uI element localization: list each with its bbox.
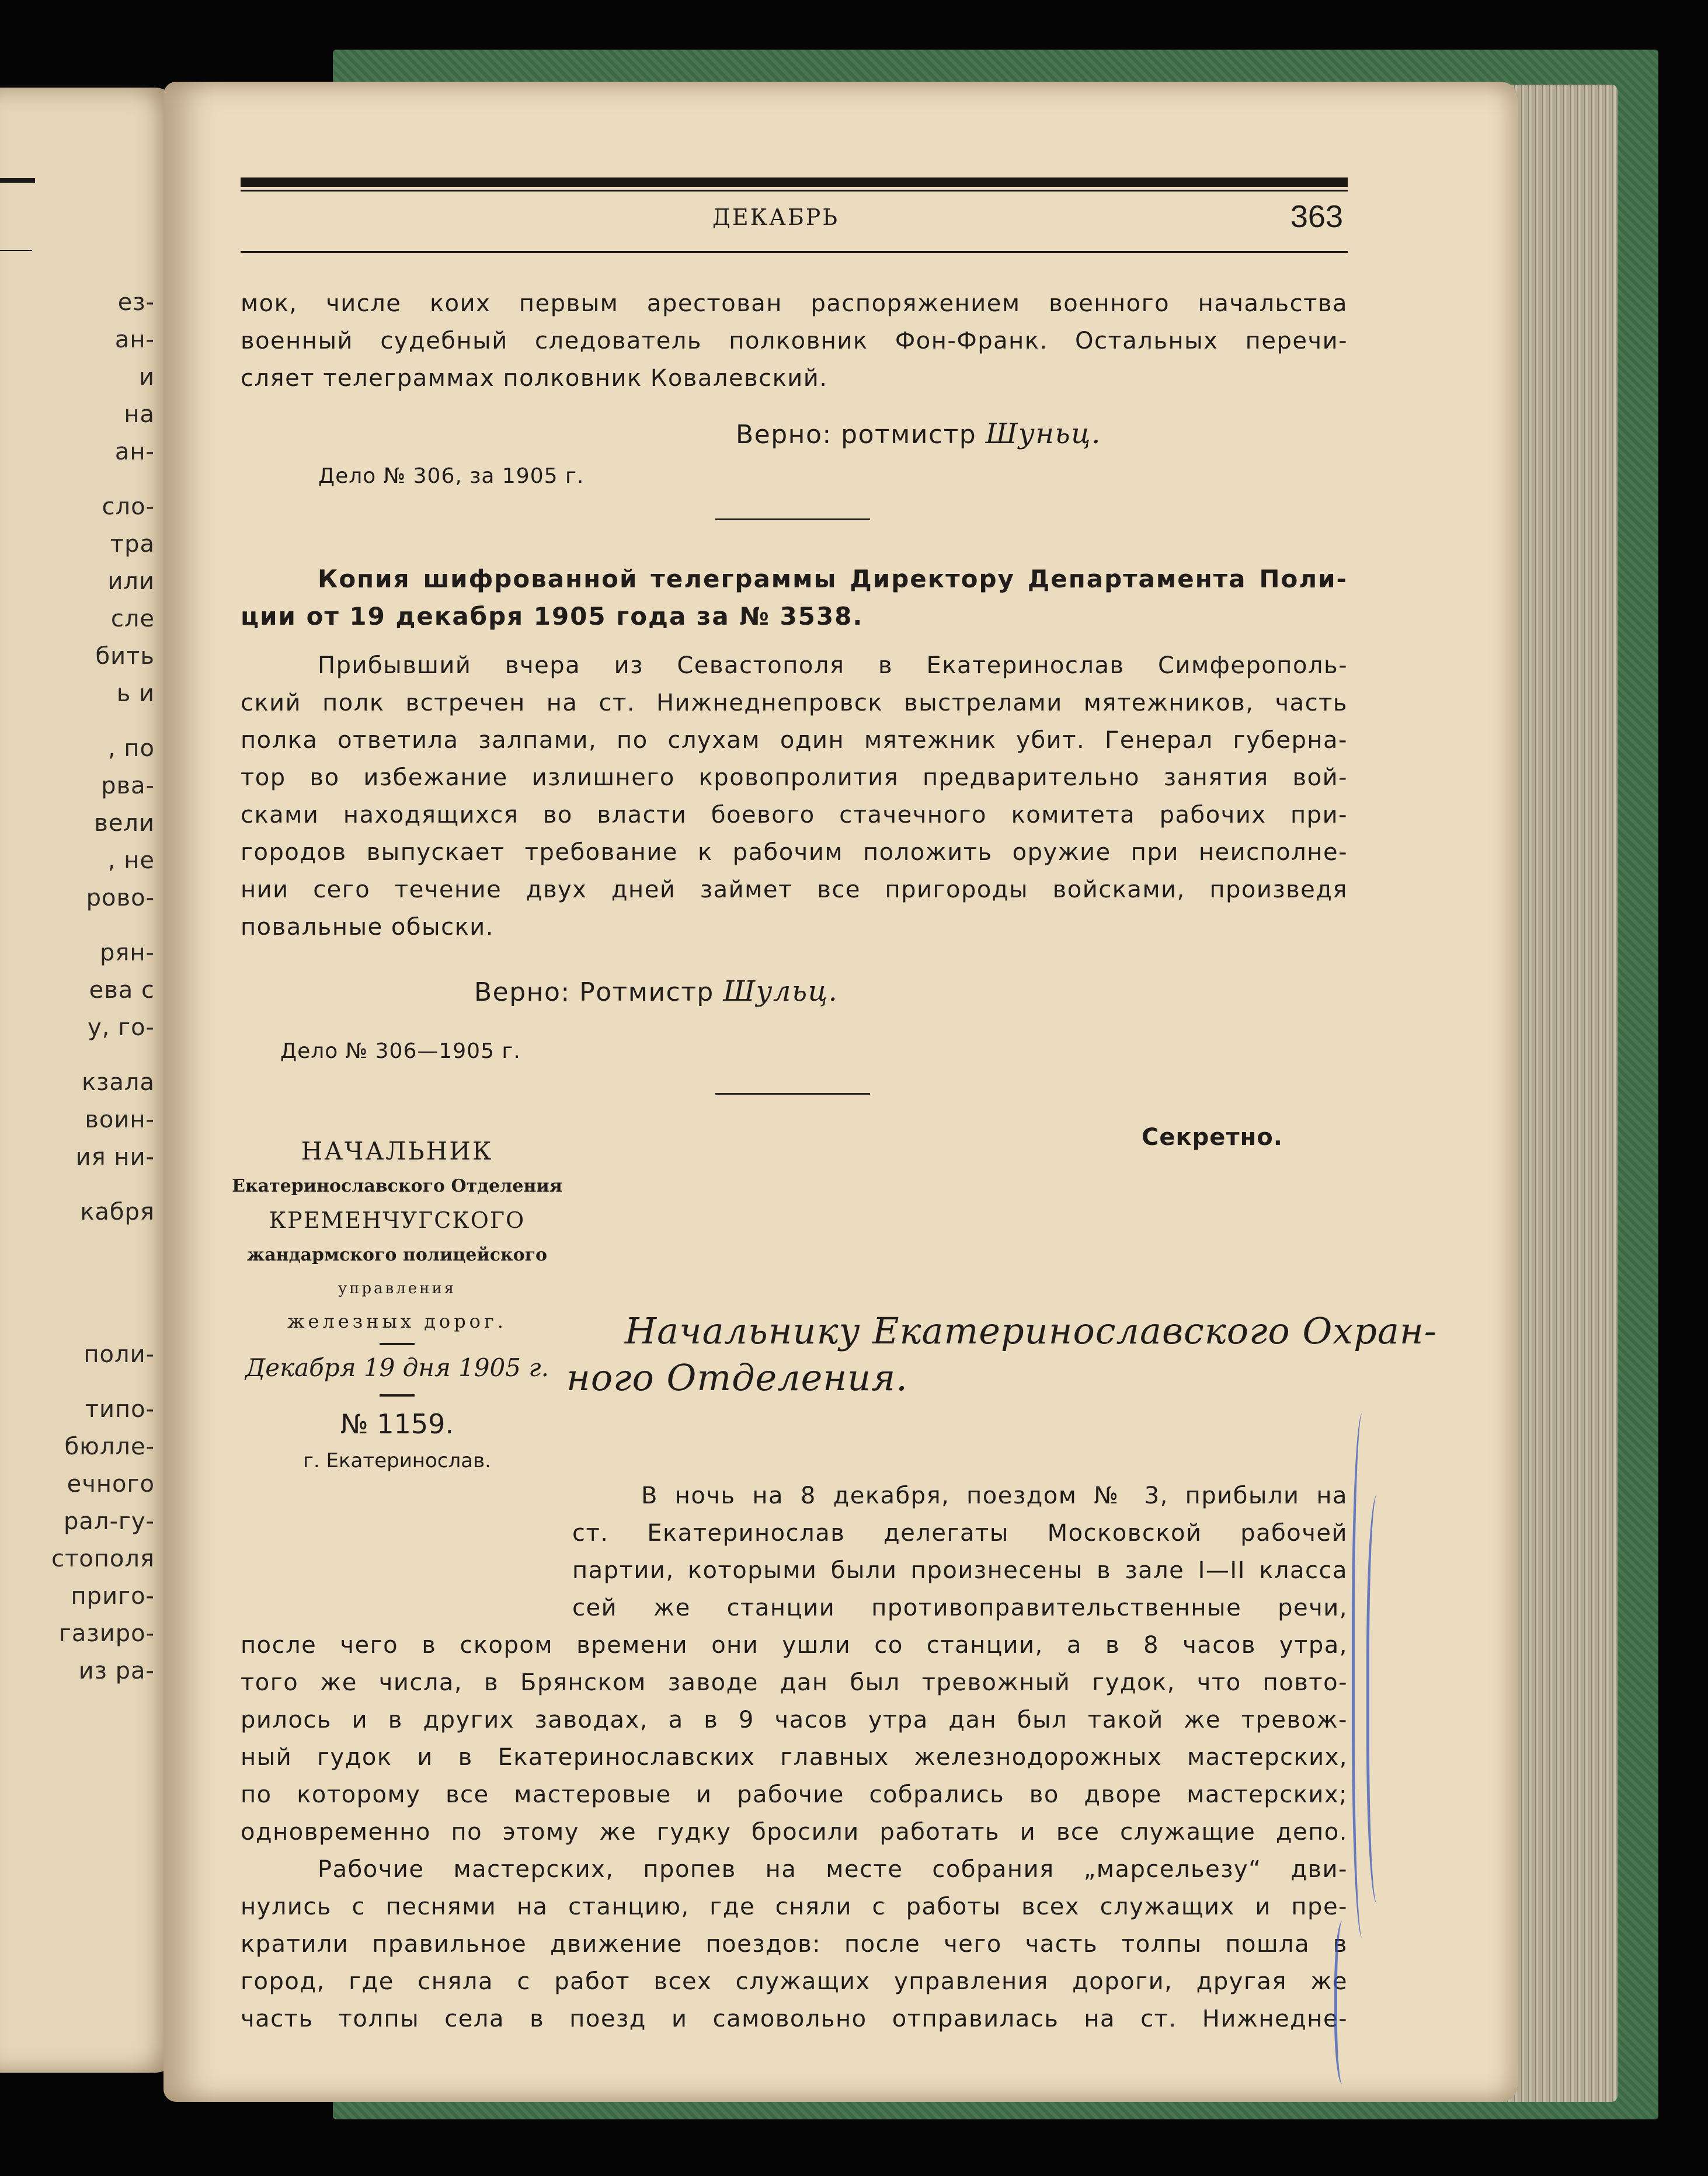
letterhead — [219, 1133, 575, 1477]
left-page-fragment: или — [107, 568, 155, 595]
signature: Шуньц. — [985, 417, 1101, 450]
header-rule-thick — [241, 177, 1348, 187]
addressee — [566, 1308, 1437, 1401]
text-line: одновременно по этому же гудку бросили работать и все служащие депо. — [241, 1819, 1348, 1846]
text-line: кратили правильное движение поездов: после чего часть толпы пошла в — [241, 1931, 1348, 1958]
text-line: Копия шифрованной телеграммы Директору Департамента Поли- — [318, 565, 1348, 593]
left-page-fragment: поли- — [84, 1341, 155, 1368]
text-line: Прибывший вчера из Севастополя в Екатеринослав Симферополь- — [318, 652, 1348, 679]
left-page-fragment: рово- — [86, 885, 155, 911]
left-page-fragment: ева с — [89, 977, 155, 1004]
report-paragraph-1 — [241, 1627, 1348, 1851]
pencil-mark — [1366, 1495, 1393, 1903]
outgoing-number: № 1159. — [340, 1408, 454, 1440]
addressee-line: Начальнику Екатеринославского Охран- — [625, 1310, 1437, 1352]
secret-label: Секретно. — [1142, 1124, 1283, 1151]
text-line: ции от 19 декабря 1905 года за № 3538. — [241, 602, 864, 631]
left-page-fragment: у, го- — [87, 1014, 155, 1041]
left-page-fragment: вели — [94, 810, 155, 837]
letterhead-dash — [380, 1343, 415, 1345]
text-line: партии, которыми были произнесены в зале I—II класса — [572, 1557, 1348, 1584]
left-page-fragment: рян- — [99, 939, 155, 966]
letterhead-line: железных дорог. — [287, 1310, 507, 1332]
left-page — [0, 88, 178, 2073]
left-page-fragment: ан- — [114, 326, 155, 353]
left-page-fragment: ез- — [117, 289, 155, 316]
telegram-body — [241, 647, 1348, 946]
text-line: после чего в скором времени они ушли со станции, а в 8 часов утра, — [241, 1632, 1348, 1659]
text-line: Рабочие мастерских, пропев на месте собрания „марсельезу“ дви- — [318, 1856, 1348, 1883]
text-line: сей же станции противоправительственные речи, — [572, 1594, 1348, 1621]
header-rule-bottom — [241, 251, 1348, 253]
letterhead-place: г. Екатеринослав. — [303, 1449, 491, 1472]
text-line: мок, числе коих первым арестован распоряжением военного начальства — [241, 290, 1348, 317]
letterhead-line: Екатеринославского Отделения — [232, 1176, 562, 1196]
text-line: ный гудок и в Екатеринославских главных железнодорожных мастерских, — [241, 1744, 1348, 1771]
left-page-fragment: ия ни- — [75, 1144, 155, 1171]
text-line: В ночь на 8 декабря, поездом № 3, прибыли на — [641, 1482, 1348, 1509]
text-line: город, где сняла с работ всех служащих управления дороги, другая же — [241, 1968, 1348, 1995]
text-line: сками находящихся во власти боевого стачечного комитета рабочих при- — [241, 802, 1348, 828]
left-page-fragment: тра — [110, 531, 155, 558]
left-page-fragment: ечного — [67, 1471, 155, 1498]
report-paragraph-2 — [241, 1851, 1348, 2038]
separator — [715, 1093, 870, 1095]
left-page-fragment: стополя — [51, 1545, 155, 1572]
text-line: ский полк встречен на ст. Нижнеднепровск выстрелами мятежников, часть — [241, 690, 1348, 716]
left-page-fragment: и — [139, 364, 155, 391]
header-rule-thin — [241, 190, 1348, 192]
running-head: ДЕКАБРЬ — [712, 204, 839, 230]
verification-label: Верно: ротмистр — [736, 420, 977, 450]
text-line: сляет телеграммах полковник Ковалевский. — [241, 365, 828, 392]
left-page-fragment: газиро- — [58, 1620, 155, 1647]
letterhead-date: Декабря 19 дня 1905 г. — [245, 1353, 549, 1382]
left-page-fragment: рал-гу- — [63, 1508, 155, 1535]
left-page-fragment: кабря — [80, 1199, 155, 1225]
left-page-fragment: сле — [110, 605, 155, 632]
report-side-text — [572, 1477, 1348, 1627]
left-page-fragment: сло- — [102, 493, 155, 520]
separator — [715, 518, 870, 520]
text-line: городов выпускает требование к рабочим положить оружие при неисполне- — [241, 839, 1348, 866]
left-page-fragment: ан- — [114, 438, 155, 465]
left-page-fragment: ь и — [116, 680, 155, 707]
verification-2 — [474, 975, 838, 1008]
verification-label: Верно: Ротмистр — [474, 977, 714, 1007]
left-page-fragment: типо- — [85, 1396, 155, 1423]
left-page-fragment: бить — [95, 643, 155, 670]
text-line: полка ответила залпами, по слухам один мятежник убит. Генерал губерна- — [241, 727, 1348, 754]
opening-paragraph — [241, 285, 1348, 397]
left-page-fragment: на — [124, 401, 155, 428]
left-page-rule — [0, 250, 32, 251]
file-reference-2: Дело № 306—1905 г. — [280, 1039, 521, 1063]
letterhead-title: НАЧАЛЬНИК — [301, 1137, 493, 1165]
signature: Шульц. — [723, 975, 839, 1008]
text-line: того же числа, в Брянском заводе дан был тревожный гудок, что повто- — [241, 1669, 1348, 1696]
left-page-fragment: приго- — [71, 1583, 155, 1610]
text-line: ст. Екатеринослав делегаты Московской рабочей — [572, 1520, 1348, 1547]
left-page-fragment: кзала — [81, 1069, 155, 1096]
page-number: 363 — [1290, 199, 1343, 234]
left-page-fragment: воин- — [85, 1106, 155, 1133]
left-page-fragment: бюлле- — [64, 1433, 155, 1460]
verification-1 — [736, 417, 1101, 450]
letterhead-dash — [380, 1394, 415, 1397]
text-line: тор во избежание излишнего кровопролития предварительно занятия вой- — [241, 764, 1348, 791]
left-page-rule — [0, 178, 35, 183]
pencil-mark — [1334, 1921, 1355, 2084]
addressee-line: ного Отделения. — [566, 1356, 908, 1399]
text-line: часть толпы села в поезд и самовольно отправилась на ст. Нижнедне- — [241, 2006, 1348, 2032]
text-line: по которому все мастеровые и рабочие собрались во дворе мастерских; — [241, 1781, 1348, 1808]
text-line: нулись с песнями на станцию, где сняли с работы всех служащих и пре- — [241, 1893, 1348, 1920]
book-page — [164, 82, 1518, 2102]
left-page-fragment: рва- — [101, 772, 155, 799]
left-page-fragment: из ра- — [78, 1658, 155, 1684]
letterhead-line: КРЕМЕНЧУГСКОГО — [269, 1207, 526, 1233]
file-reference-1: Дело № 306, за 1905 г. — [318, 464, 585, 488]
text-line: рилось и в других заводах, а в 9 часов утра дан был такой же тревож- — [241, 1707, 1348, 1733]
text-line: повальные обыски. — [241, 914, 494, 941]
text-line: нии сего течение двух дней займет все пригороды войсками, произведя — [241, 876, 1348, 903]
text-line: военный судебный следователь полковник Фон-Франк. Остальных перечи- — [241, 328, 1348, 354]
left-page-fragment: , не — [107, 847, 155, 874]
letterhead-line: управления — [338, 1280, 457, 1297]
left-page-fragment: , по — [107, 735, 155, 762]
telegram-heading — [241, 560, 1348, 635]
letterhead-line: жандармского полицейского — [246, 1245, 548, 1265]
